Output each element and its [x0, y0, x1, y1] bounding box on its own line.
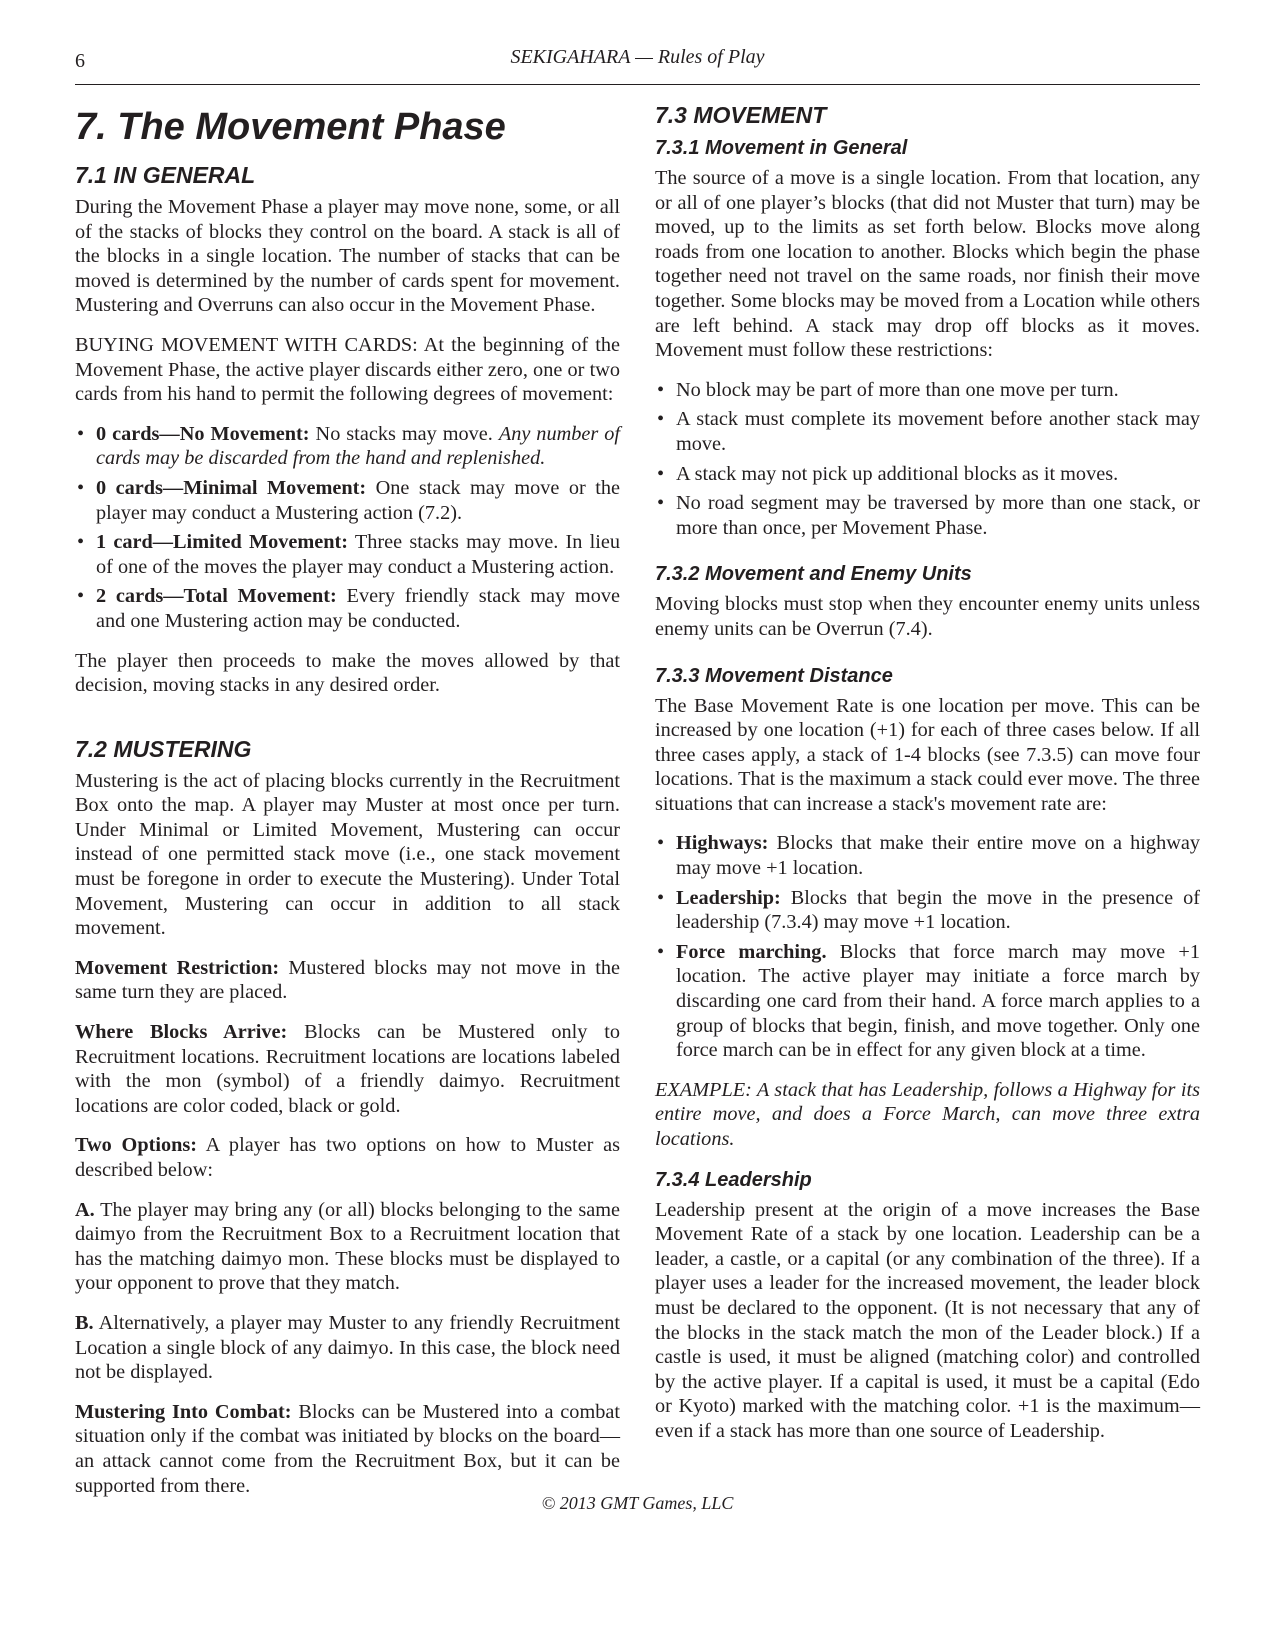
list-item: • No road segment may be traversed by more than one stack, or more than once, per Movement Phase.: [655, 491, 1200, 540]
page-number: 6: [75, 50, 85, 72]
list-item: [655, 886, 1200, 935]
running-title: SEKIGAHARA — Rules of Play: [510, 46, 765, 68]
subsection-heading-7-3-4: 7.3.4 Leadership: [655, 1168, 812, 1191]
list-item: [75, 422, 620, 471]
bullet-text: No stacks may move.: [309, 422, 499, 445]
right-column: [655, 95, 1200, 1459]
paragraph-text: Alternatively, a player may Muster to any friendly Recruitment Location a single block of any daimyo. In this case, the block need not be displayed.: [75, 1311, 620, 1384]
movement-options-list: [75, 422, 620, 634]
bullet-italic-text: Any number of cards may be discarded from the hand and replenished.: [96, 422, 621, 470]
paragraph: [75, 1133, 620, 1182]
bullet-text: Every friendly stack may move and one Mustering action may be conducted.: [96, 585, 620, 632]
left-column: [75, 95, 620, 1513]
paragraph: [75, 956, 620, 1005]
chapter-title: 7. The Movement Phase: [75, 106, 506, 148]
paragraph-lead: Where Blocks Arrive:: [75, 1021, 288, 1044]
paragraph-lead: Mustering Into Combat:: [75, 1400, 292, 1423]
paragraph-text: A player has two options on how to Muster as described below:: [75, 1134, 620, 1181]
paragraph: Moving blocks must stop when they encounter enemy units unless enemy units can be Overrun (7.4).: [655, 593, 1200, 640]
paragraph: Leadership present at the origin of a move increases the Base Movement Rate of a stack by one location. Leadership can be a leader, a castle, or a capital (or any combination of the three). If a player uses a leader for the increased movement, the leader block must be declared to the opponent. (It is not necessary that any of the blocks in the stack match the mon of the Leader block.) If a castle is used, it must be aligned (matching color) and controlled by the active player. If a capital is used, it must be a capital (Edo or Kyoto) marked with the matching color. +1 is the maximum—even if a stack has more than one source of Leadership.: [655, 1198, 1200, 1442]
section-heading-7-1: 7.1 IN GENERAL: [75, 162, 256, 188]
spacer: [75, 713, 620, 735]
bullet-lead: 0 cards—Minimal Movement:: [96, 476, 367, 499]
paragraph-lead: B.: [75, 1311, 94, 1334]
paragraph: The player then proceeds to make the moves allowed by that decision, moving stacks in any desired order.: [75, 649, 620, 697]
paragraph-text: Mustered blocks may not move in the same turn they are placed.: [75, 956, 620, 1004]
bullet-text: Blocks that force march may move +1 location. The active player may initiate a force march by discarding one card from their hand. A force march applies to a group of blocks that begin, finish, and move together. Only one force march can be in effect for any given block at a time.: [676, 940, 1200, 1062]
paragraph: [75, 1311, 620, 1385]
list-item: • A stack may not pick up additional blocks as it moves.: [655, 462, 1200, 487]
example-paragraph: EXAMPLE: A stack that has Leadership, follows a Highway for its entire move, and does a Force March, can move three extra locations.: [655, 1078, 1200, 1150]
bullet-lead: 1 card—Limited Movement:: [96, 531, 349, 554]
bullet-lead: Force marching.: [676, 940, 827, 963]
paragraph: [75, 1198, 620, 1296]
list-item: [75, 476, 620, 525]
paragraph-lead: A.: [75, 1198, 95, 1221]
bullet-lead: Leadership:: [676, 886, 781, 909]
page-header: [75, 44, 1200, 85]
section-heading-7-2: 7.2 MUSTERING: [75, 735, 252, 762]
paragraph-text: The player may bring any (or all) blocks belonging to the same daimyo from the Recruitment Box to a Recruitment location that has the matching daimyo mon. These blocks must be displayed to your opponent to prove that they match.: [75, 1198, 620, 1295]
section-heading-7-3: 7.3 MOVEMENT: [655, 102, 827, 128]
movement-restrictions-list: [655, 378, 1200, 541]
paragraph: The source of a move is a single location. From that location, any or all of one player’s blocks (that did not Muster that turn) may be moved, up to the limits as set forth below. Blocks move along roads from one location to another. Blocks which begin the phase together need not travel on the same roads, nor finish their move together. Some blocks may be moved from a Location while others are left behind. A stack may drop off blocks as it moves. Movement must follow these restrictions:: [655, 167, 1200, 362]
list-item: [655, 831, 1200, 880]
list-item: [75, 584, 620, 633]
paragraph-lead: Movement Restriction:: [75, 956, 280, 979]
paragraph-lead: Two Options:: [75, 1134, 198, 1157]
list-item: [75, 530, 620, 579]
list-item: [655, 940, 1200, 1063]
paragraph: [75, 1020, 620, 1118]
list-item: • A stack must complete its movement before another stack may move.: [655, 407, 1200, 456]
subsection-heading-7-3-2: 7.3.2 Movement and Enemy Units: [655, 563, 972, 586]
bullet-lead: 2 cards—Total Movement:: [96, 585, 337, 608]
copyright-footer: © 2013 GMT Games, LLC: [541, 1493, 734, 1513]
paragraph: Mustering is the act of placing blocks currently in the Recruitment Box onto the map. A player may Muster at most once per turn. Under Minimal or Limited Movement, Mustering can occur instead of one permitted stack move (i.e., one stack movement must be foregone in order to execute the Mustering). Under Total Movement, Mustering can occur in addition to all stack movement.: [75, 769, 620, 940]
bullet-text: Three stacks may move. In lieu of one of the moves the player may conduct a Mustering action.: [96, 531, 621, 578]
paragraph: The Base Movement Rate is one location per move. This can be increased by one location (+1) for each of three cases below. If all three cases apply, a stack of 1-4 blocks (see 7.3.5) can move four locations. That is the maximum a stack could ever move. The three situations that can increase a stack's movement rate are:: [655, 694, 1200, 815]
paragraph: [75, 1400, 620, 1498]
subsection-heading-7-3-3: 7.3.3 Movement Distance: [655, 664, 893, 687]
list-item: • No block may be part of more than one move per turn.: [655, 378, 1200, 403]
paragraph-text: Blocks can be Mustered only to Recruitment locations. Recruitment locations are locations labeled with the mon (symbol) of a friendly daimyo. Recruitment locations are color coded, black or gold.: [75, 1021, 620, 1117]
bullet-text: Blocks that begin the move in the presence of leadership (7.3.4) may move +1 location.: [676, 886, 1200, 934]
paragraph-text: Blocks can be Mustered into a combat situation only if the combat was initiated by blocks on the board—an attack cannot come from the Recruitment Box, but it can be supported from there.: [75, 1400, 621, 1497]
paragraph: BUYING MOVEMENT WITH CARDS: At the beginning of the Movement Phase, the active player discards either zero, one or two cards from his hand to permit the following degrees of movement:: [75, 333, 620, 406]
bullet-text: Blocks that make their entire move on a highway may move +1 location.: [676, 832, 1200, 880]
bullet-lead: 0 cards—No Movement:: [96, 422, 310, 445]
paragraph: During the Movement Phase a player may move none, some, or all of the stacks of blocks they control on the board. A stack is all of the blocks in a single location. The number of stacks that can be moved is determined by the number of cards spent for movement. Mustering and Overruns can also occur in the Movement Phase.: [75, 196, 620, 317]
subsection-heading-7-3-1: 7.3.1 Movement in General: [655, 137, 908, 159]
movement-bonus-list: [655, 831, 1200, 1062]
bullet-lead: Highways:: [676, 832, 769, 855]
bullet-text: One stack may move or the player may conduct a Mustering action (7.2).: [96, 476, 621, 524]
